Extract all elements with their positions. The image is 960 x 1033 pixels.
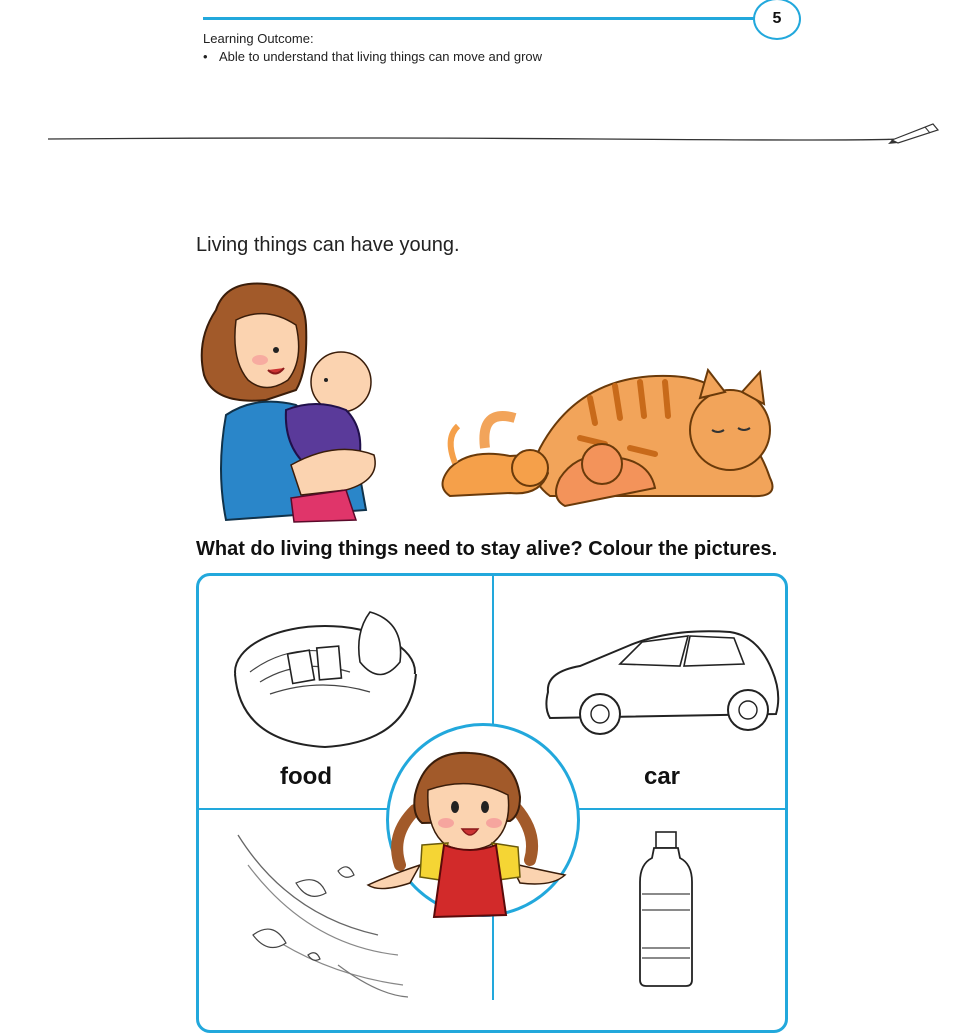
label-food: food (280, 763, 332, 790)
label-car: car (643, 763, 681, 790)
question-text: What do living things need to stay alive? Colour the pictures. (196, 538, 778, 560)
pencil-icon (888, 124, 938, 144)
girl-illustration (360, 735, 570, 920)
page-number-badge (753, 0, 801, 40)
water-bottle-illustration[interactable] (636, 830, 696, 990)
outcome-heading: Learning Outcome: (203, 31, 314, 46)
outcome-item-text: Able to understand that living things can move and grow (219, 49, 543, 64)
cats-illustration (430, 368, 798, 523)
car-illustration[interactable] (540, 622, 784, 742)
outcome-item (203, 49, 542, 64)
bullet-icon: • (203, 49, 208, 64)
mother-baby-illustration (196, 280, 396, 525)
food-bowl-illustration[interactable] (230, 602, 425, 752)
statement-living-young: Living things can have young. (196, 234, 460, 256)
page-number: 5 (772, 10, 782, 27)
pencil-divider (40, 116, 950, 152)
header-rule (203, 17, 755, 20)
